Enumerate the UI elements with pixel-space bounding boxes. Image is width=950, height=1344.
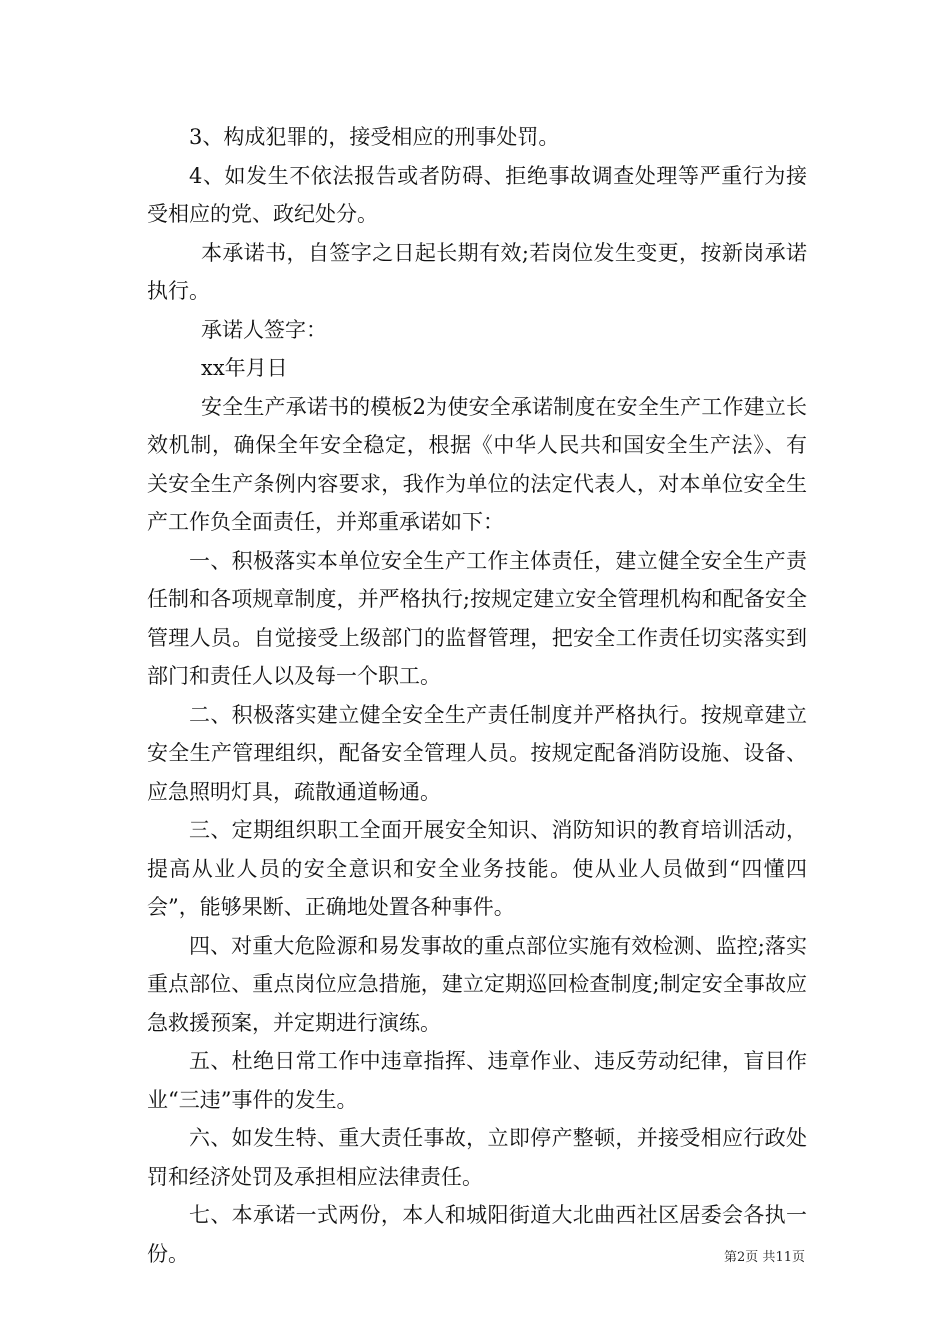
footer-middle: 页 共 — [745, 1250, 776, 1265]
paragraph-commitment-4: 四、对重大危险源和易发事故的重点部位实施有效检测、监控;落实重点部位、重点岗位应急措施，建立定期巡回检查制度;制定安全事故应急救援预案，并定期进行演练。 — [147, 933, 807, 1035]
paragraph-commitment-7: 七、本承诺一式两份，本人和城阳街道大北曲西社区居委会各执一份。 — [147, 1203, 807, 1266]
paragraph-signature-label: 承诺人签字： — [201, 317, 327, 342]
paragraph-template-2-intro: 安全生产承诺书的模板2为使安全承诺制度在安全生产工作建立长效机制，确保全年安全稳定，根据《中华人民共和国安全生产法》、有关安全生产条例内容要求，我作为单位的法定代表人，对本单位安全生产工作负全面责任，并郑重承诺如下： — [147, 394, 807, 534]
paragraph-validity: 本承诺书，自签字之日起长期有效;若岗位发生变更，按新岗承诺执行。 — [147, 240, 807, 303]
paragraph-criminal-penalty: 3、构成犯罪的，接受相应的刑事处罚。 — [189, 125, 560, 149]
footer-prefix: 第 — [724, 1250, 738, 1265]
footer-current-page: 2 — [737, 1250, 746, 1265]
paragraph-disciplinary-penalty: 4、如发生不依法报告或者防碍、拒绝事故调查处理等严重行为接受相应的党、政纪处分。 — [147, 163, 807, 226]
paragraph-commitment-6: 六、如发生特、重大责任事故，立即停产整顿，并接受相应行政处罚和经济处罚及承担相应法律责任。 — [147, 1126, 807, 1189]
footer-suffix: 页 — [791, 1250, 805, 1265]
paragraph-date: xx年月日 — [201, 356, 288, 380]
footer-total-pages: 11 — [775, 1250, 792, 1265]
page-number-footer — [724, 1246, 805, 1265]
paragraph-commitment-3: 三、定期组织职工全面开展安全知识、消防知识的教育培训活动，提高从业人员的安全意识和安全业务技能。使从业人员做到“四懂四会”，能够果断、正确地处置各种事件。 — [147, 818, 807, 919]
document-body — [147, 118, 807, 1273]
paragraph-commitment-5: 五、杜绝日常工作中违章指挥、违章作业、违反劳动纪律，盲目作业“三违”事件的发生。 — [147, 1049, 807, 1112]
paragraph-commitment-2: 二、积极落实建立健全安全生产责任制度并严格执行。按规章建立安全生产管理组织，配备安全管理人员。按规定配备消防设施、设备、应急照明灯具，疏散通道畅通。 — [147, 702, 807, 804]
paragraph-commitment-1: 一、积极落实本单位安全生产工作主体责任，建立健全安全生产责任制和各项规章制度，并严格执行;按规定建立安全管理机构和配备安全管理人员。自觉接受上级部门的监督管理，把安全工作责任切实落实到部门和责任人以及每一个职工。 — [147, 548, 807, 688]
